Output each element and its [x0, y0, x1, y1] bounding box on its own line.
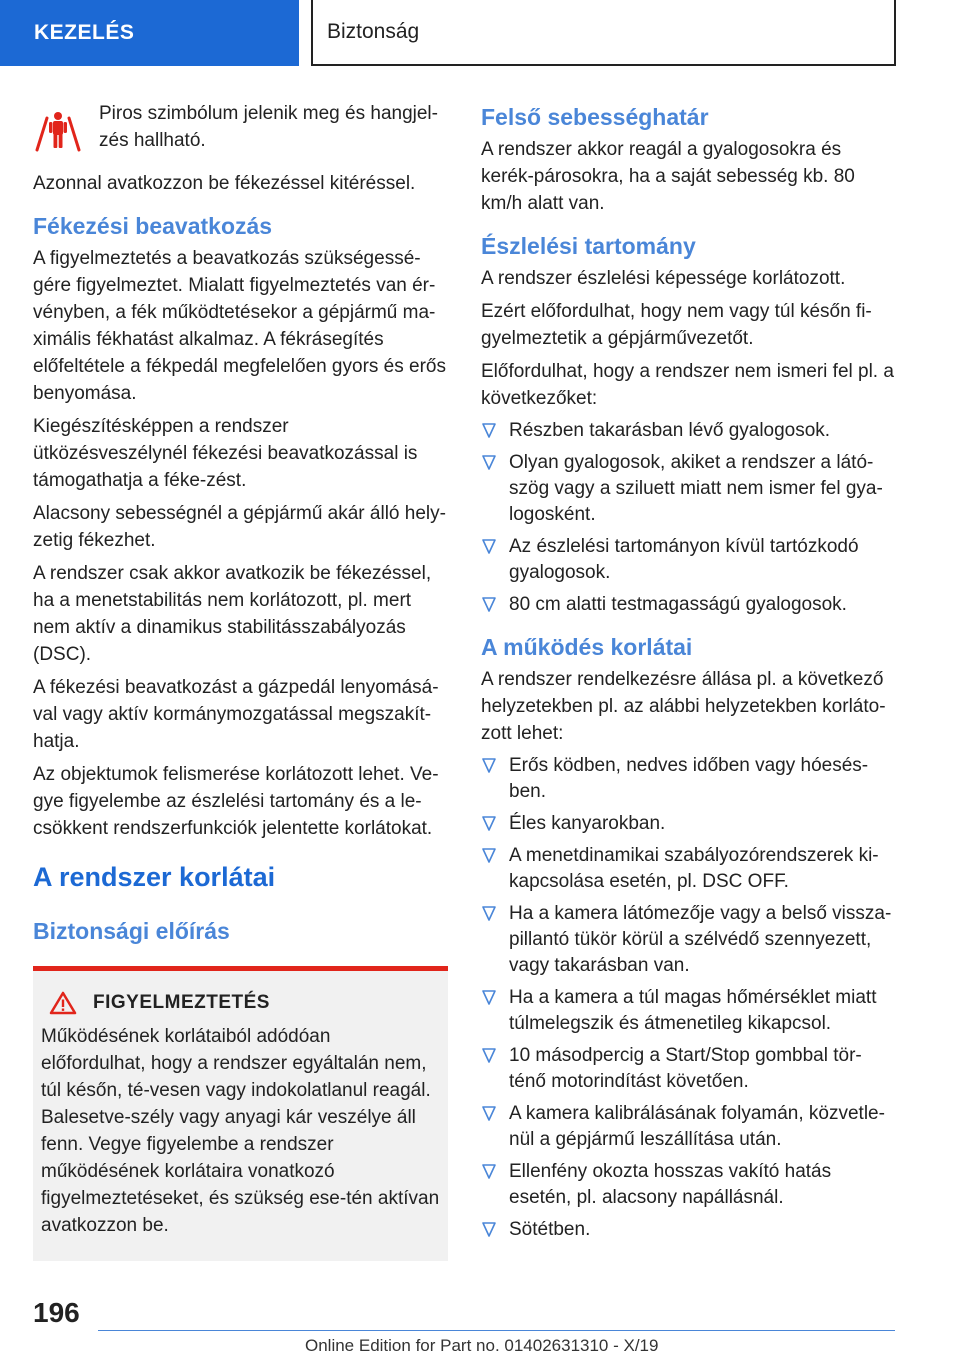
footer-divider — [98, 1330, 895, 1331]
symbol-description: Piros szimbólum jelenik meg és hangjel-zés hallható. — [99, 103, 438, 151]
triangle-bullet-icon — [481, 815, 497, 833]
triangle-bullet-icon — [481, 1163, 497, 1181]
detection-paragraph-1: A rendszer észlelési képessége korlátozott. — [481, 268, 846, 289]
section-tab: KEZELÉS — [0, 0, 299, 66]
function-limits-list — [481, 753, 895, 1243]
function-limits-paragraph: A rendszer rendelkezésre állása pl. a következő helyzetekben pl. az alábbi helyzetekben korláto-zott lehet: — [481, 669, 886, 744]
triangle-bullet-icon — [481, 1047, 497, 1065]
pedestrian-warning-icon — [33, 102, 83, 156]
braking-paragraph-1: A figyelmeztetés a beavatkozás szükségessé-gére figyelmeztet. Mialatt figyelmeztetés van ér-vényben, a fék működtetésekor a gépjármű ma-ximális fékhatást alkalmaz. A fékrásegítés előfeltétele a fékpedál megfelelően gyors és erős benyomása. — [33, 248, 446, 404]
safety-heading: Biztonsági előírás — [33, 918, 230, 944]
chapter-title: Biztonság — [311, 0, 896, 66]
braking-heading: Fékezési beavatkozás — [33, 213, 273, 239]
braking-paragraph-5: A fékezési beavatkozást a gázpedál lenyomásá-val vagy aktív kormánymozgatással megszakít-hatja. — [33, 677, 439, 752]
warning-header — [41, 991, 440, 1015]
triangle-bullet-icon — [481, 454, 497, 472]
warning-box — [33, 966, 448, 1261]
triangle-bullet-icon — [481, 905, 497, 923]
edition-text: Online Edition for Part no. 01402631310 - X/19 — [305, 1336, 659, 1355]
list-item: 80 cm alatti testmagasságú gyalogosok. — [481, 592, 895, 618]
detection-list — [481, 418, 895, 618]
list-item: Erős ködben, nedves időben vagy hóesés-ben. — [481, 753, 895, 805]
triangle-bullet-icon — [481, 1105, 497, 1123]
red-symbol-notice — [33, 100, 448, 160]
warning-text: Működésének korlátaiból adódóan előfordulhat, hogy a rendszer egyáltalán nem, túl későn, té-vesen vagy indokolatlanul reagál. Balesetve-szély vagy anyagi kár veszélye áll fenn. Vegye figyelembe a rendszer működésének korlátaira vonatkozó figyelmeztetéseket, és szükség ese-tén aktívan avatkozzon be. — [41, 1026, 440, 1236]
braking-paragraph-2: Kiegészítésképpen a rendszer ütközésveszélynél fékezési beavatkozással is támogathatja a féke-zést. — [33, 416, 418, 491]
speed-limit-heading: Felső sebességhatár — [481, 104, 709, 130]
list-item: A kamera kalibrálásának folyamán, közvetle-nül a gépjármű leszállítása után. — [481, 1101, 895, 1153]
list-item: Részben takarásban lévő gyalogosok. — [481, 418, 895, 444]
list-item: 10 másodpercig a Start/Stop gombbal tör-ténő motorindítást követően. — [481, 1043, 895, 1095]
function-limits-heading: A működés korlátai — [481, 634, 693, 660]
left-column — [33, 100, 448, 1261]
list-item: Ha a kamera a túl magas hőmérséklet miatt túlmelegszik és átmenetileg kikapcsol. — [481, 985, 895, 1037]
triangle-bullet-icon — [481, 596, 497, 614]
immediate-action-text: Azonnal avatkozzon be fékezéssel kitéréssel. — [33, 173, 416, 194]
list-item: Olyan gyalogosok, akiket a rendszer a látó-szög vagy a sziluett miatt nem ismer fel gya-logosként. — [481, 450, 895, 528]
page-header — [0, 0, 960, 66]
list-item: Éles kanyarokban. — [481, 811, 895, 837]
warning-title: FIGYELMEZTETÉS — [93, 992, 270, 1013]
braking-paragraph-6: Az objektumok felismerése korlátozott lehet. Ve-gye figyelembe az észlelési tartomány és a le-csökkent rendszerfunkciók jelentette korlátokat. — [33, 764, 439, 839]
list-item: A menetdinamikai szabályozórendszerek ki-kapcsolása esetén, pl. DSC OFF. — [481, 843, 895, 895]
triangle-bullet-icon — [481, 1221, 497, 1239]
braking-paragraph-4: A rendszer csak akkor avatkozik be fékezéssel, ha a menetstabilitás nem korlátozott, pl. mert nem aktív a dinamikus stabilitásszabályozás (DSC). — [33, 563, 432, 665]
triangle-bullet-icon — [481, 538, 497, 556]
page-number: 196 — [33, 1297, 80, 1328]
list-item: Sötétben. — [481, 1217, 895, 1243]
list-item: Az észlelési tartományon kívül tartózkodó gyalogosok. — [481, 534, 895, 586]
speed-limit-paragraph: A rendszer akkor reagál a gyalogosokra és kerék-párosokra, ha a saját sebesség kb. 80 km/h alatt van. — [481, 139, 855, 214]
list-item: Ellenfény okozta hosszas vakító hatás esetén, pl. alacsony napállásnál. — [481, 1159, 895, 1211]
detection-range-heading: Észlelési tartomány — [481, 233, 696, 259]
warning-triangle-icon — [49, 991, 77, 1015]
detection-paragraph-3: Előfordulhat, hogy a rendszer nem ismeri fel pl. a következőket: — [481, 361, 894, 409]
system-limits-heading: A rendszer korlátai — [33, 862, 276, 892]
triangle-bullet-icon — [481, 989, 497, 1007]
triangle-bullet-icon — [481, 757, 497, 775]
triangle-bullet-icon — [481, 847, 497, 865]
detection-paragraph-2: Ezért előfordulhat, hogy nem vagy túl későn fi-gyelmeztetik a gépjárművezetőt. — [481, 301, 872, 349]
right-column — [481, 100, 895, 1249]
triangle-bullet-icon — [481, 422, 497, 440]
braking-paragraph-3: Alacsony sebességnél a gépjármű akár álló hely-zetig fékezhet. — [33, 503, 446, 551]
list-item: Ha a kamera látómezője vagy a belső vissza-pillantó tükör körül a szélvédő szennyezett, vagy takarásban van. — [481, 901, 895, 979]
